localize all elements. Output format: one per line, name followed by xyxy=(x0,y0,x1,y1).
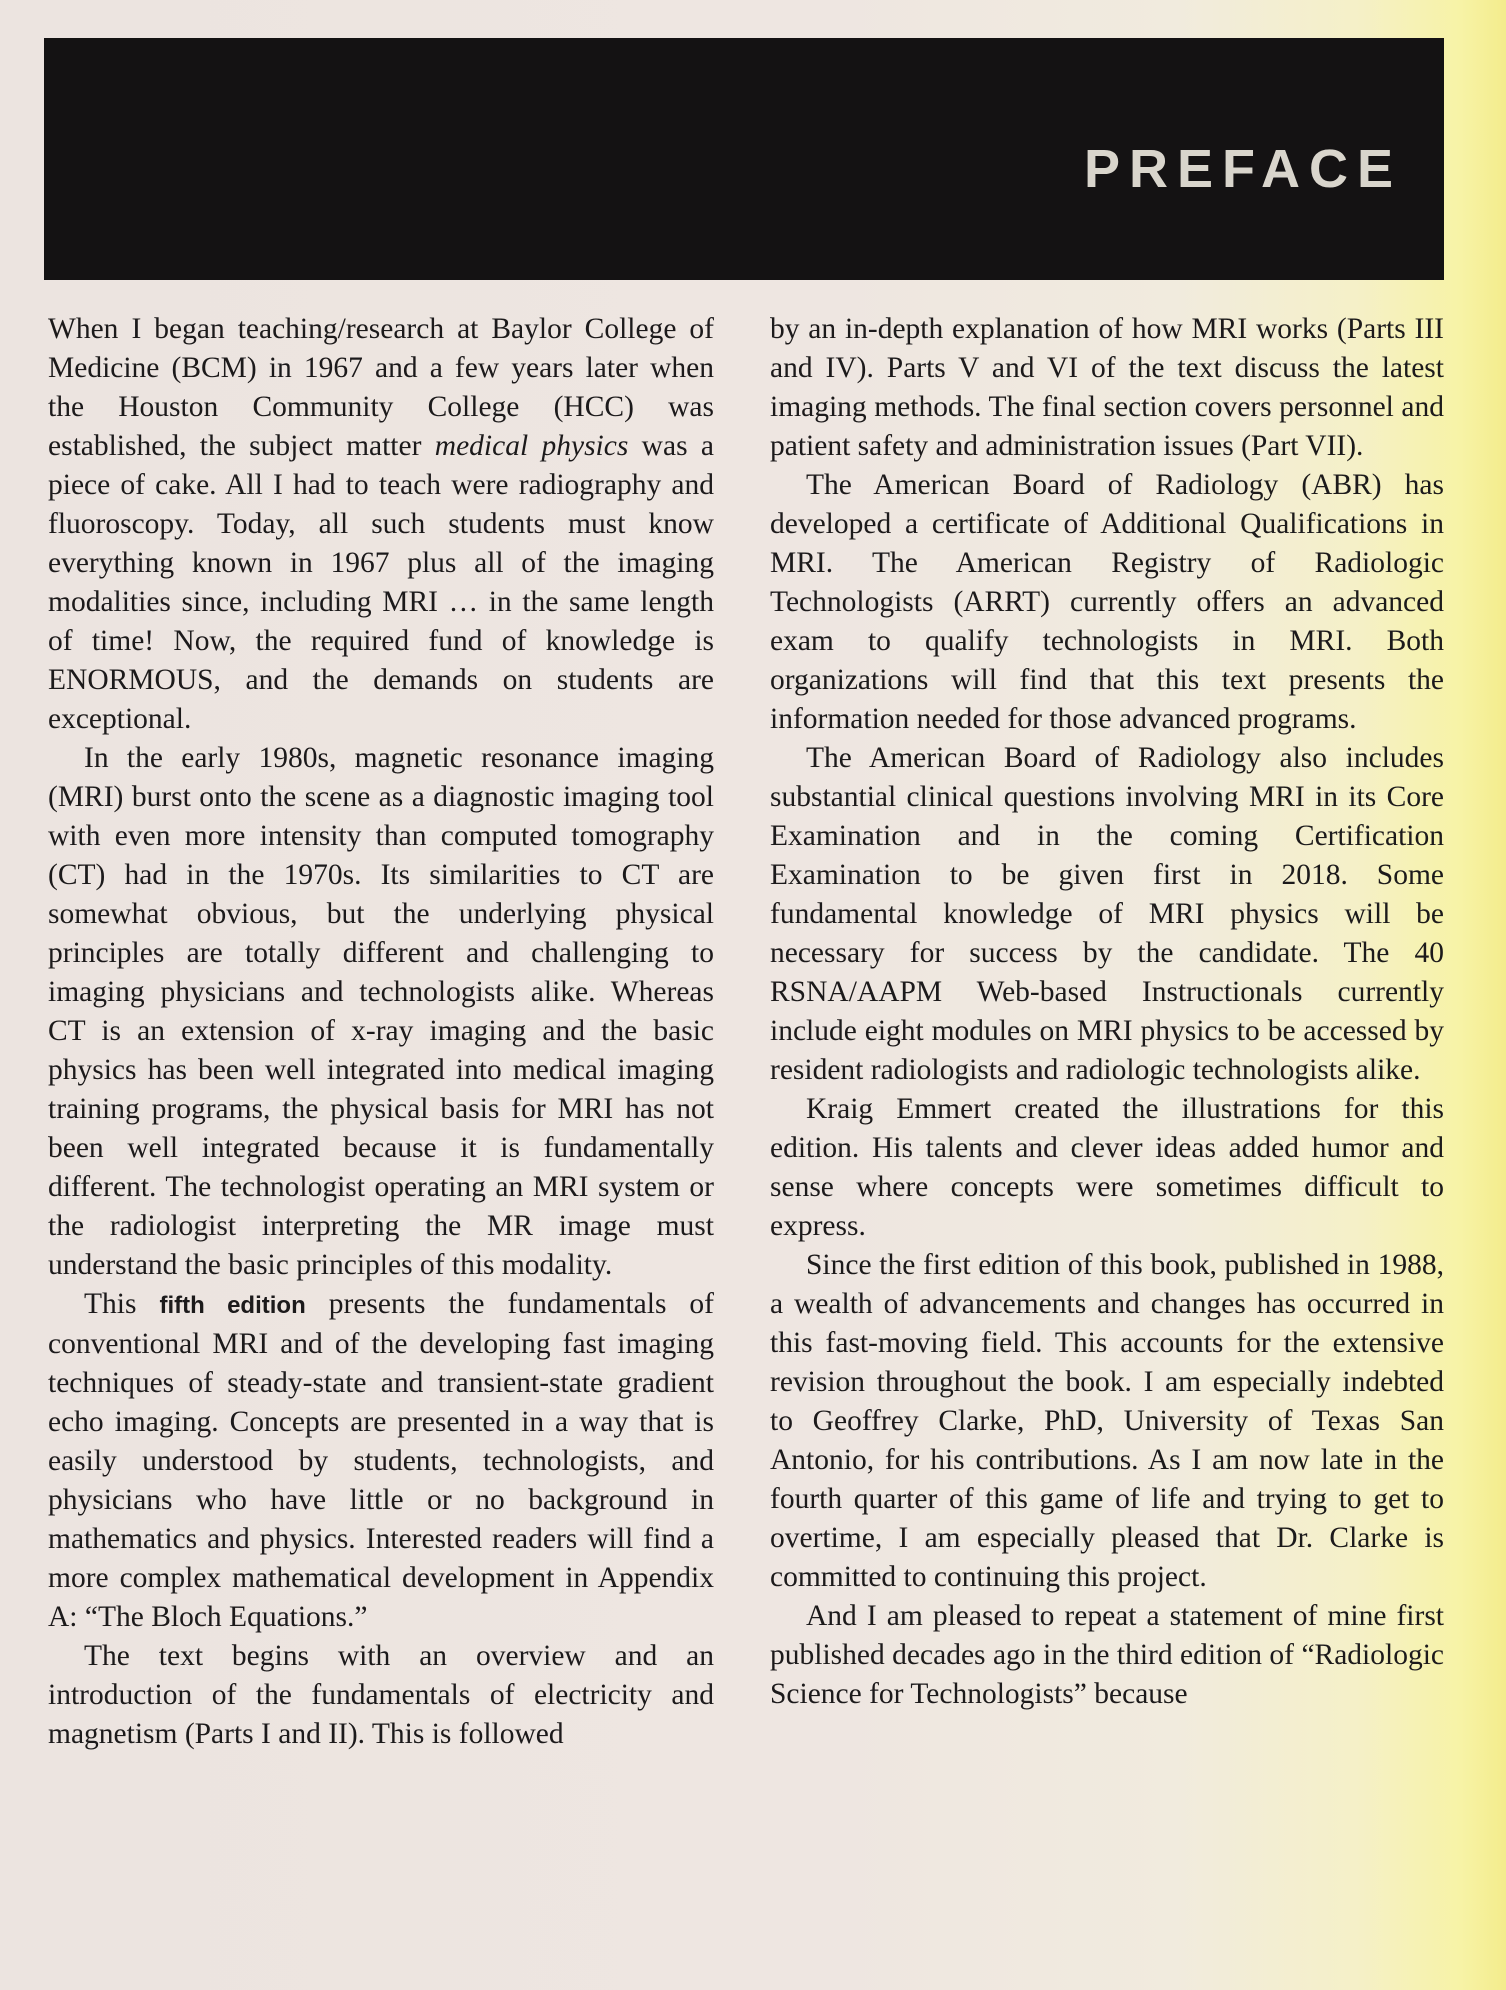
left-paragraph-1-italic: medical physics xyxy=(434,430,629,462)
left-paragraph-1 xyxy=(48,310,714,739)
left-paragraph-1-text-b: was a piece of cake. All I had to teach were radiography and fluoroscopy. Today, all such students must know everything known in 1967 plus all of the imaging modalities since, including MRI … in the same length of time! Now, the required fund of knowledge is ENORMOUS, and the demands on students are exceptional. xyxy=(48,430,714,735)
left-paragraph-3-bold: fifth edition xyxy=(159,1292,306,1319)
left-paragraph-3-text-b: presents the fundamentals of conventional MRI and of the developing fast imaging techniques of steady-state and transient-state gradient echo imaging. Concepts are presented in a way that is easily understood by students, technologists, and physicians who have little or no background in mathematics and physics. Interested readers will find a more complex mathematical development in Appendix A: “The Bloch Equations.” xyxy=(48,1288,715,1633)
right-paragraph-4: Kraig Emmert created the illustrations for this edition. His talents and clever ideas added humor and sense where concepts were sometimes difficult to express. xyxy=(770,1093,1444,1242)
right-paragraph-2: The American Board of Radiology (ABR) has developed a certificate of Additional Qualifications in MRI. The American Registry of Radiologic Technologists (ARRT) currently offers an advanced exam to qualify technologists in MRI. Both organizations will find that this text presents the information needed for those advanced programs. xyxy=(770,469,1444,735)
left-paragraph-3 xyxy=(48,1285,714,1637)
preface-header-band xyxy=(44,38,1444,280)
right-column xyxy=(770,310,1444,1714)
left-paragraph-4: The text begins with an overview and an introduction of the fundamentals of electricity and magnetism (Parts I and II). This is followed xyxy=(48,1640,714,1750)
left-paragraph-3-text-a: This xyxy=(84,1288,160,1320)
right-paragraph-5: Since the first edition of this book, published in 1988, a wealth of advancements and changes has occurred in this fast-moving field. This accounts for the extensive revision throughout the book. I am especially indebted to Geoffrey Clarke, PhD, University of Texas San Antonio, for his contributions. As I am now late in the fourth quarter of this game of life and trying to get to overtime, I am especially pleased that Dr. Clarke is committed to continuing this project. xyxy=(770,1249,1444,1593)
preface-title: PREFACE xyxy=(1083,139,1402,199)
right-paragraph-1: by an in-depth explanation of how MRI works (Parts III and IV). Parts V and VI of the text discuss the latest imaging methods. The final section covers personnel and patient safety and administration issues (Part VII). xyxy=(770,313,1444,462)
left-paragraph-2: In the early 1980s, magnetic resonance imaging (MRI) burst onto the scene as a diagnostic imaging tool with even more intensity than computed tomography (CT) had in the 1970s. Its similarities to CT are somewhat obvious, but the underlying physical principles are totally different and challenging to imaging physicians and technologists alike. Whereas CT is an extension of x-ray imaging and the basic physics has been well integrated into medical imaging training programs, the physical basis for MRI has not been well integrated because it is fundamentally different. The technologist operating an MRI system or the radiologist interpreting the MR image must understand the basic principles of this modality. xyxy=(48,742,714,1281)
left-paragraph-1-text-a: When I began teaching/research at Baylor College of Medicine (BCM) in 1967 and a few years later when the Houston Community College (HCC) was established, the subject matter xyxy=(48,313,714,462)
right-paragraph-6: And I am pleased to repeat a statement of mine first published decades ago in the third edition of “Radiologic Science for Technologists” because xyxy=(770,1600,1444,1710)
right-paragraph-3: The American Board of Radiology also includes substantial clinical questions involving MRI in its Core Examination and in the coming Certification Examination to be given first in 2018. Some fundamental knowledge of MRI physics will be necessary for success by the candidate. The 40 RSNA/AAPM Web-based Instructionals currently include eight modules on MRI physics to be accessed by resident radiologists and radiologic technologists alike. xyxy=(770,742,1444,1086)
left-column xyxy=(48,310,714,1754)
